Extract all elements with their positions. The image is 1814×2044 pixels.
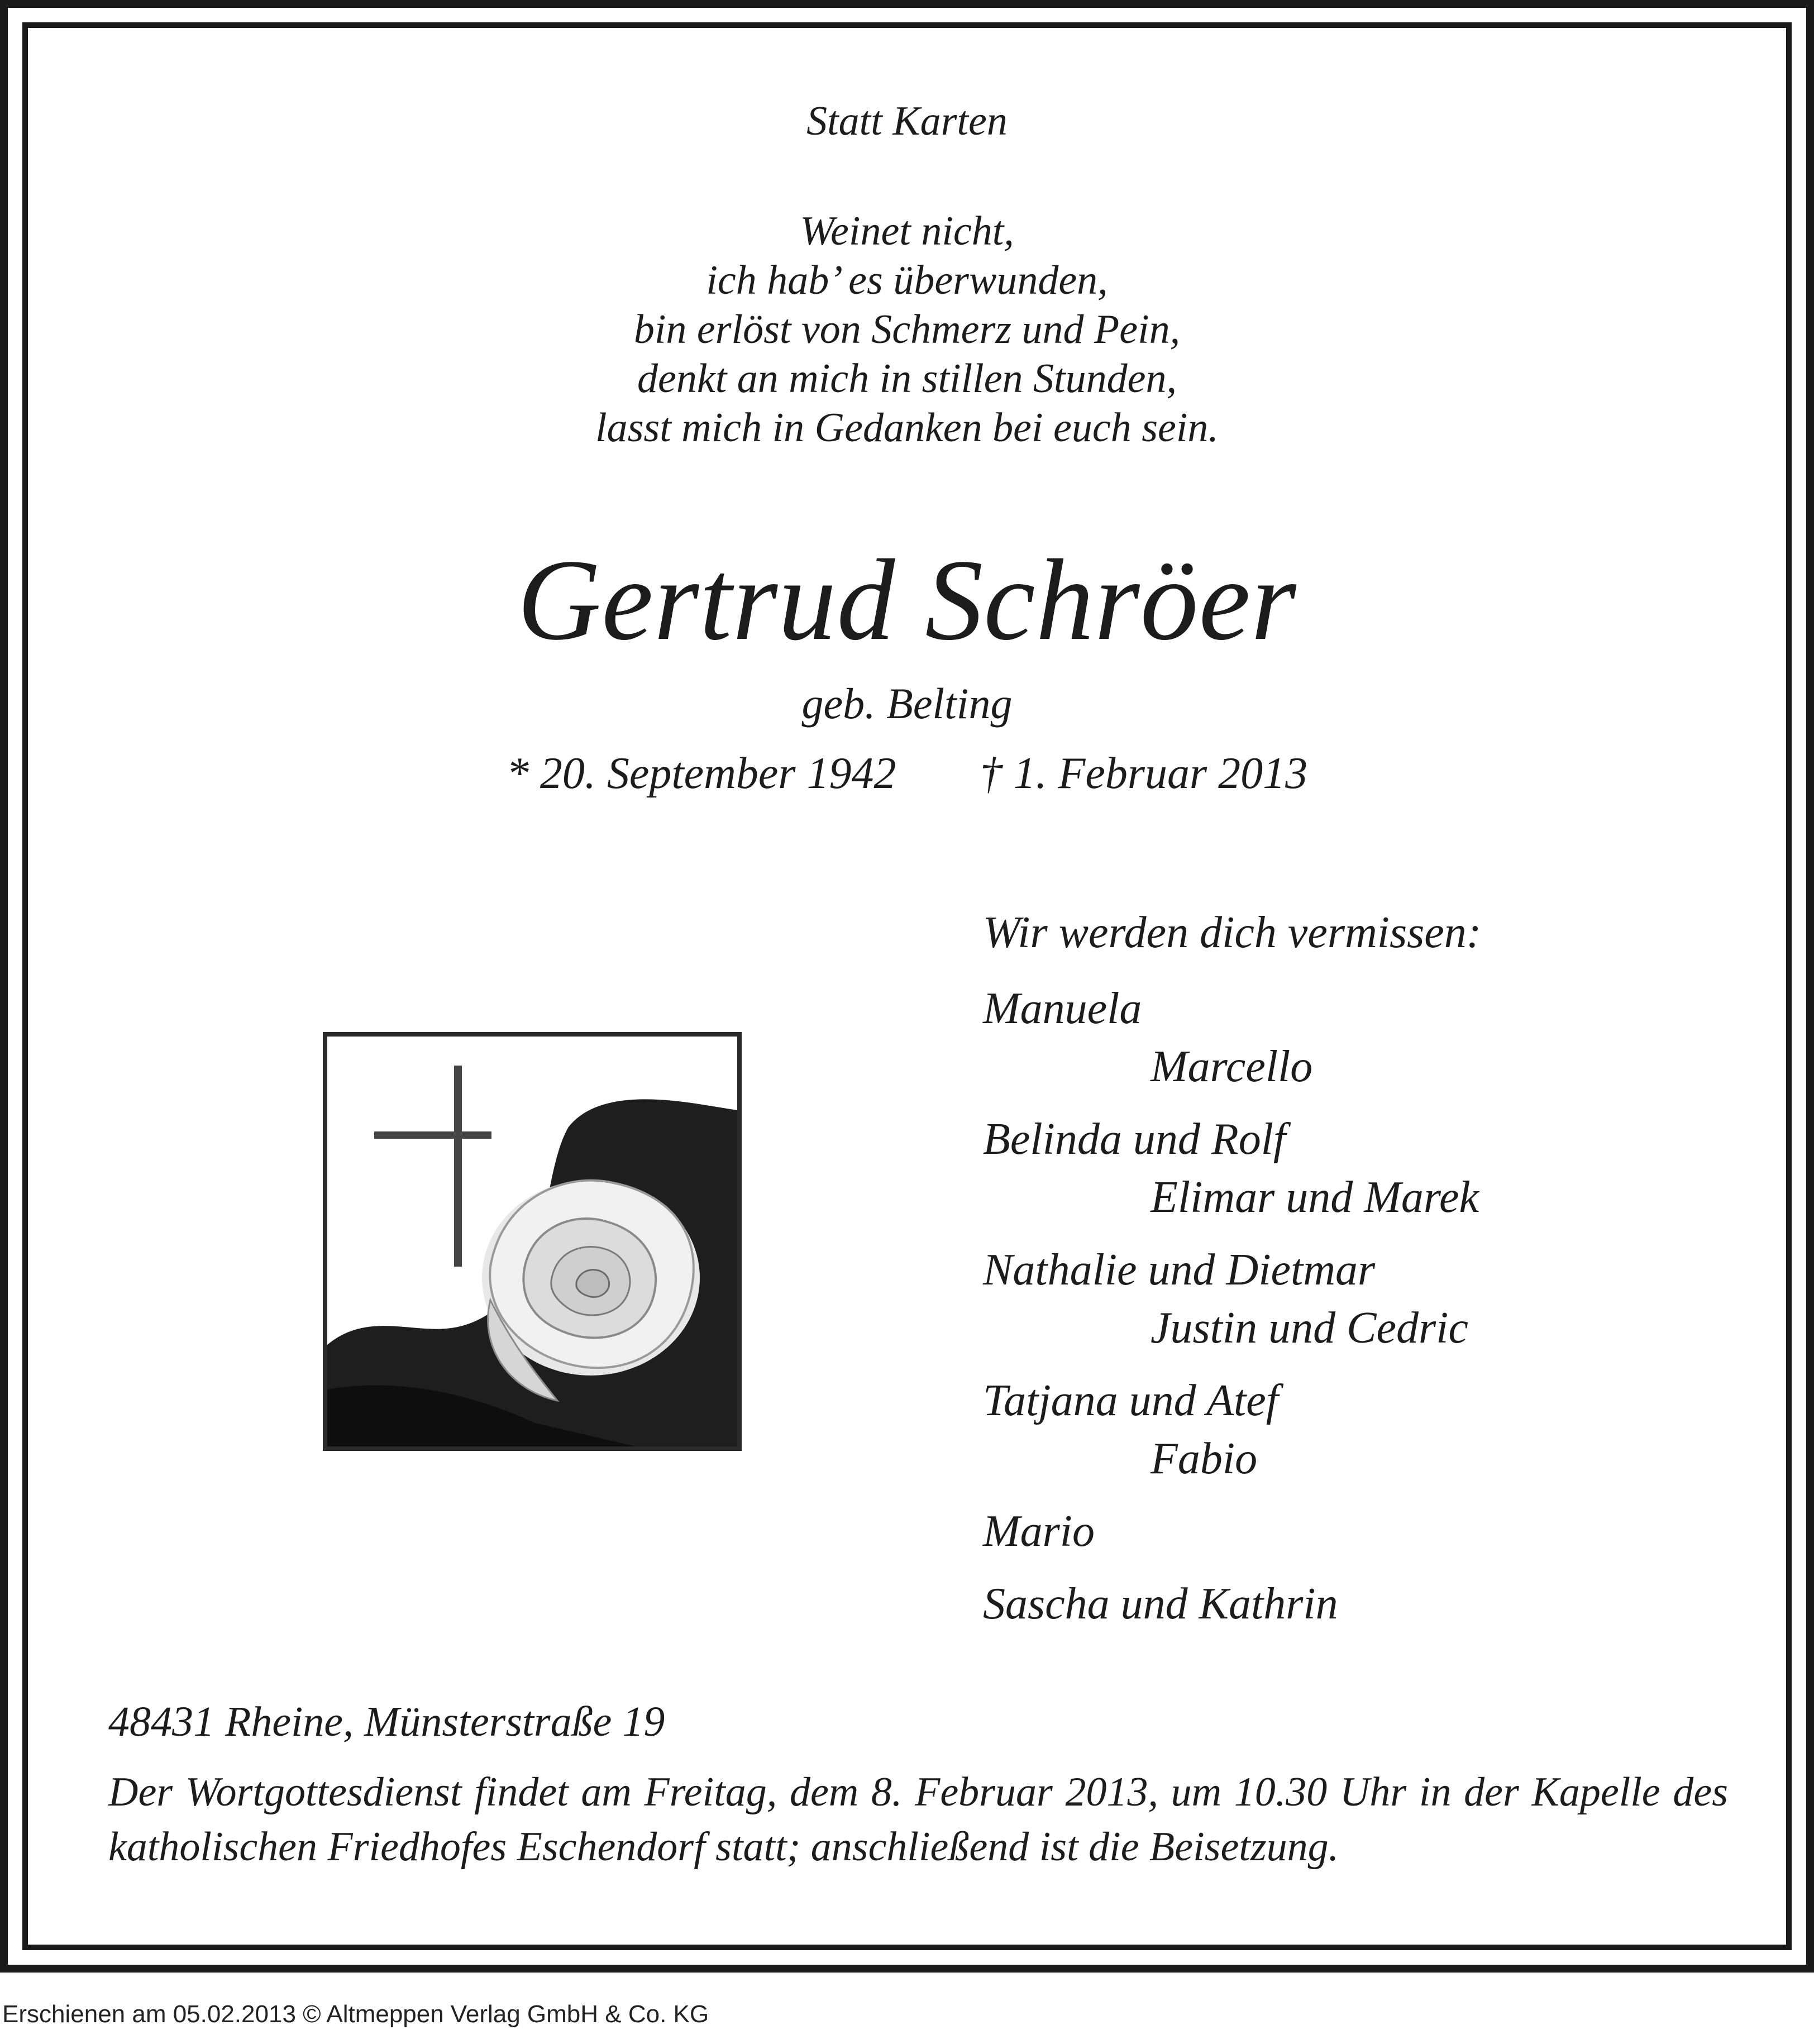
mourner-group bbox=[983, 1502, 1481, 1560]
mourner-group bbox=[983, 1575, 1481, 1633]
mourners-heading: Wir werden dich vermissen: bbox=[983, 908, 1482, 957]
birth-date: * 20. September 1942 bbox=[506, 749, 896, 798]
death-date: † 1. Februar 2013 bbox=[980, 749, 1308, 798]
publication-footer: Erschienen am 05.02.2013 © Altmeppen Verlag GmbH & Co. KG bbox=[2, 2000, 709, 2028]
birth-name: geb. Belting bbox=[801, 679, 1013, 728]
mourner-parents: Mario bbox=[983, 1507, 1095, 1556]
mourner-children: Justin und Cedric bbox=[1151, 1303, 1468, 1353]
poem-line: denkt an mich in stillen Stunden, bbox=[637, 356, 1177, 402]
cross-and-rose-icon bbox=[323, 1032, 742, 1451]
mourner-group bbox=[983, 1241, 1481, 1357]
service-notice: Der Wortgottesdienst findet am Freitag, dem 8. Februar 2013, um 10.30 Uhr in der Kapelle des katholischen Friedhofes Eschendorf statt; anschließend ist die Beisetzung. bbox=[108, 1769, 1728, 1870]
obituary-page bbox=[28, 28, 1786, 1945]
deceased-name: Gertrud Schröer bbox=[517, 536, 1297, 664]
life-dates bbox=[28, 748, 1786, 799]
poem-line: Weinet nicht, bbox=[800, 208, 1014, 254]
poem bbox=[28, 207, 1786, 452]
poem-line: bin erlöst von Schmerz und Pein, bbox=[633, 307, 1181, 352]
intro-text: Statt Karten bbox=[806, 98, 1008, 144]
poem-line: lasst mich in Gedanken bei euch sein. bbox=[595, 405, 1219, 451]
mourners-list bbox=[983, 908, 1481, 1647]
address: 48431 Rheine, Münsterstraße 19 bbox=[108, 1698, 665, 1745]
mourner-parents: Sascha und Kathrin bbox=[983, 1579, 1338, 1628]
mourner-children: Elimar und Marek bbox=[1151, 1173, 1479, 1222]
mourner-children: Marcello bbox=[1151, 1042, 1313, 1091]
mourner-parents: Tatjana und Atef bbox=[983, 1376, 1278, 1425]
mourner-group bbox=[983, 980, 1481, 1096]
mourner-parents: Nathalie und Dietmar bbox=[983, 1245, 1376, 1295]
mourner-parents: Manuela bbox=[983, 984, 1142, 1033]
mourner-group bbox=[983, 1372, 1481, 1488]
mourner-parents: Belinda und Rolf bbox=[983, 1115, 1286, 1164]
mourner-children: Fabio bbox=[1151, 1434, 1258, 1483]
poem-line: ich hab’ es überwunden, bbox=[706, 257, 1108, 303]
mourner-group bbox=[983, 1110, 1481, 1226]
